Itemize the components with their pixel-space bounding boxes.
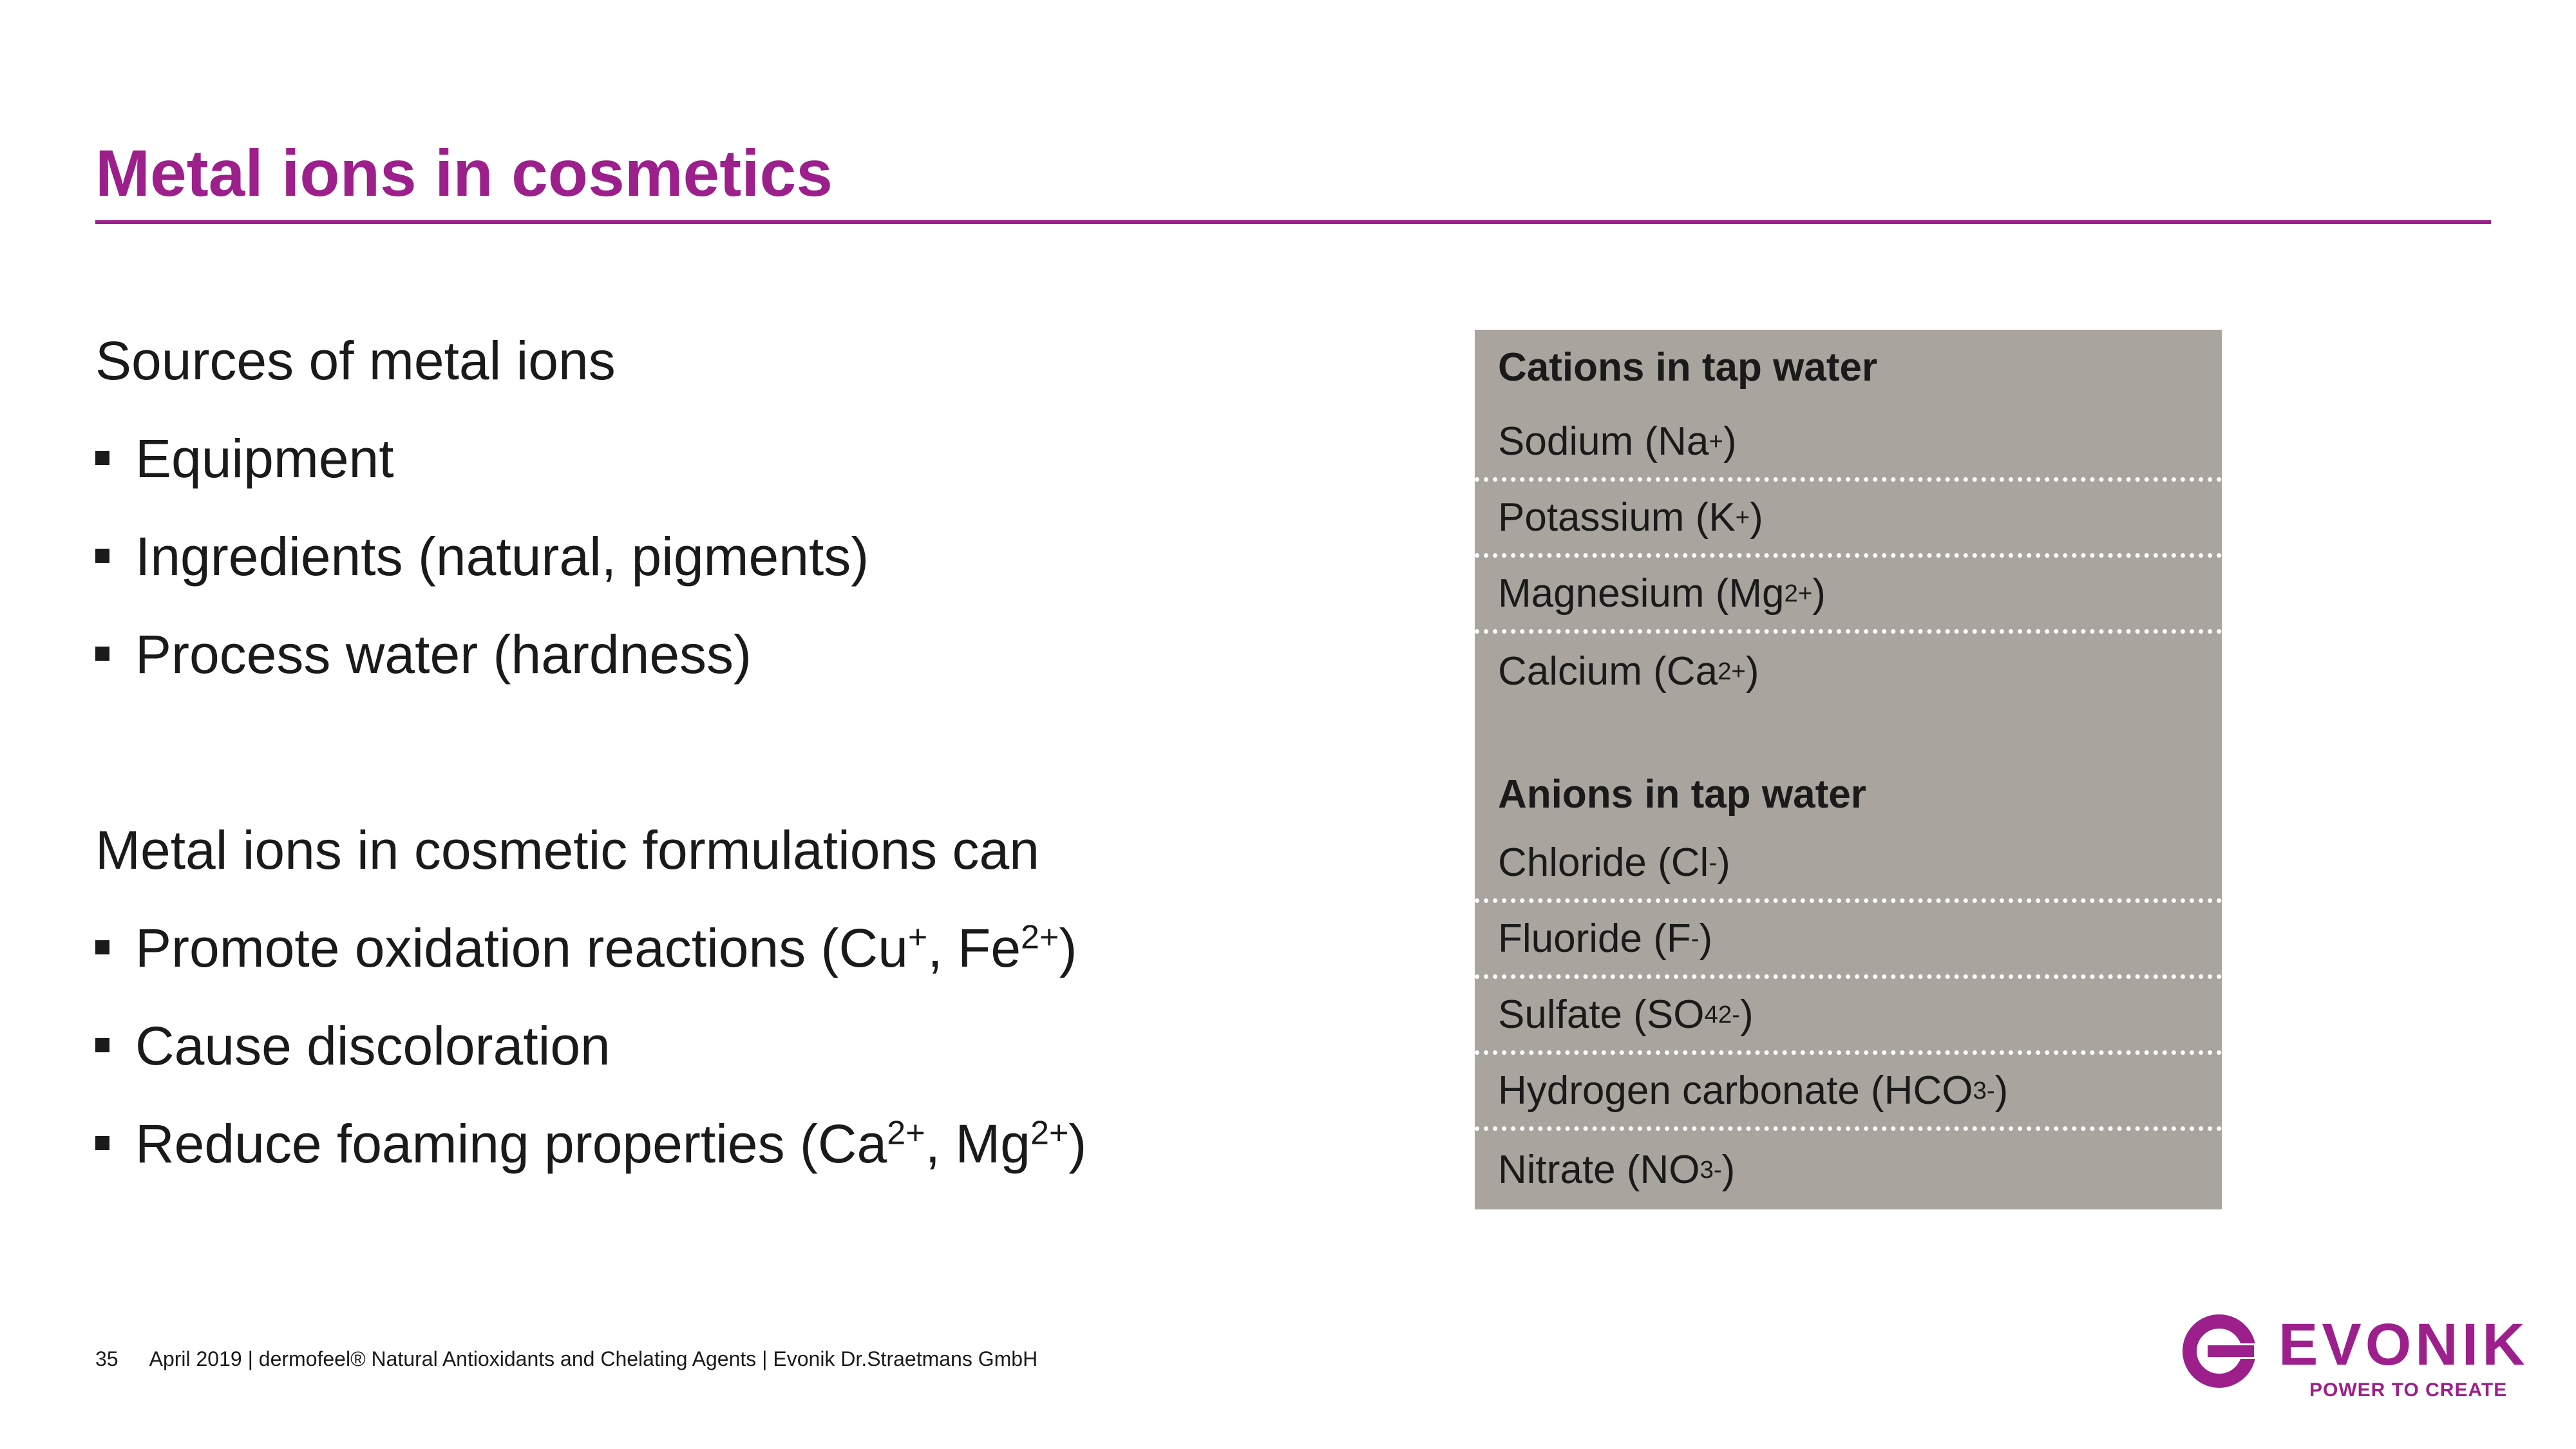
bullet-text: Process water (hardness): [135, 624, 752, 685]
table-row: Sulfate (SO 4 2- ): [1475, 979, 2222, 1055]
table-row: Hydrogen carbonate (HCO 3- ): [1475, 1055, 2222, 1131]
bullet-square-icon: [95, 549, 109, 563]
bullet-item: [95, 918, 1077, 978]
bullet-item: [95, 1113, 1087, 1174]
bullet-item: [95, 624, 752, 685]
table-row: Fluoride (F - ): [1475, 903, 2222, 979]
bullet-item: [95, 428, 394, 489]
evonik-e-icon: [2182, 1314, 2266, 1391]
bullet-item: [95, 526, 869, 587]
title-divider: [95, 220, 2491, 224]
table-row: Sodium (Na + ): [1475, 406, 2222, 482]
page-number: 35: [95, 1347, 118, 1370]
slide-footer: [95, 1347, 1037, 1371]
bullet-text: Cause discoloration: [135, 1016, 611, 1076]
bullet-square-icon: [95, 940, 109, 954]
table-row: Nitrate (NO 3- ): [1498, 1148, 1736, 1192]
effects-heading: Metal ions in cosmetic formulations can: [95, 820, 1039, 880]
tap-water-ions-table: [1475, 330, 2222, 1209]
logo-wordmark: EVONIK: [2278, 1312, 2529, 1378]
bullet-text: Ingredients (natural, pigments): [135, 526, 869, 587]
table-row: Calcium (Ca 2+ ): [1498, 649, 1759, 694]
bullet-square-icon: [95, 1136, 109, 1150]
footer-text: April 2019 | dermofeel® Natural Antioxidants and Chelating Agents | Evonik Dr.Straetmans GmbH: [149, 1347, 1038, 1370]
anions-heading: Anions in tap water: [1498, 772, 1866, 817]
logo-tagline: POWER TO CREATE: [2309, 1379, 2508, 1401]
bullet-item: [95, 1016, 611, 1076]
table-row: Potassium (K + ): [1475, 482, 2222, 558]
slide-title: Metal ions in cosmetics: [95, 137, 833, 210]
evonik-logo: [2182, 1312, 2529, 1404]
bullet-text: Promote oxidation reactions (Cu+, $Fe^{2+}$): [135, 918, 1077, 978]
bullet-text: Equipment: [135, 428, 394, 489]
table-row: Magnesium (Mg 2+ ): [1475, 558, 2222, 634]
bullet-square-icon: [95, 451, 109, 465]
bullet-square-icon: [95, 1038, 109, 1052]
cations-heading: Cations in tap water: [1498, 345, 1878, 390]
bullet-text: Reduce foaming properties ($Ca^{2+}$, $Mg^{2+}$): [135, 1113, 1087, 1174]
table-row: Chloride (Cl - ): [1475, 827, 2222, 903]
bullet-square-icon: [95, 647, 109, 661]
sources-heading: Sources of metal ions: [95, 330, 616, 391]
